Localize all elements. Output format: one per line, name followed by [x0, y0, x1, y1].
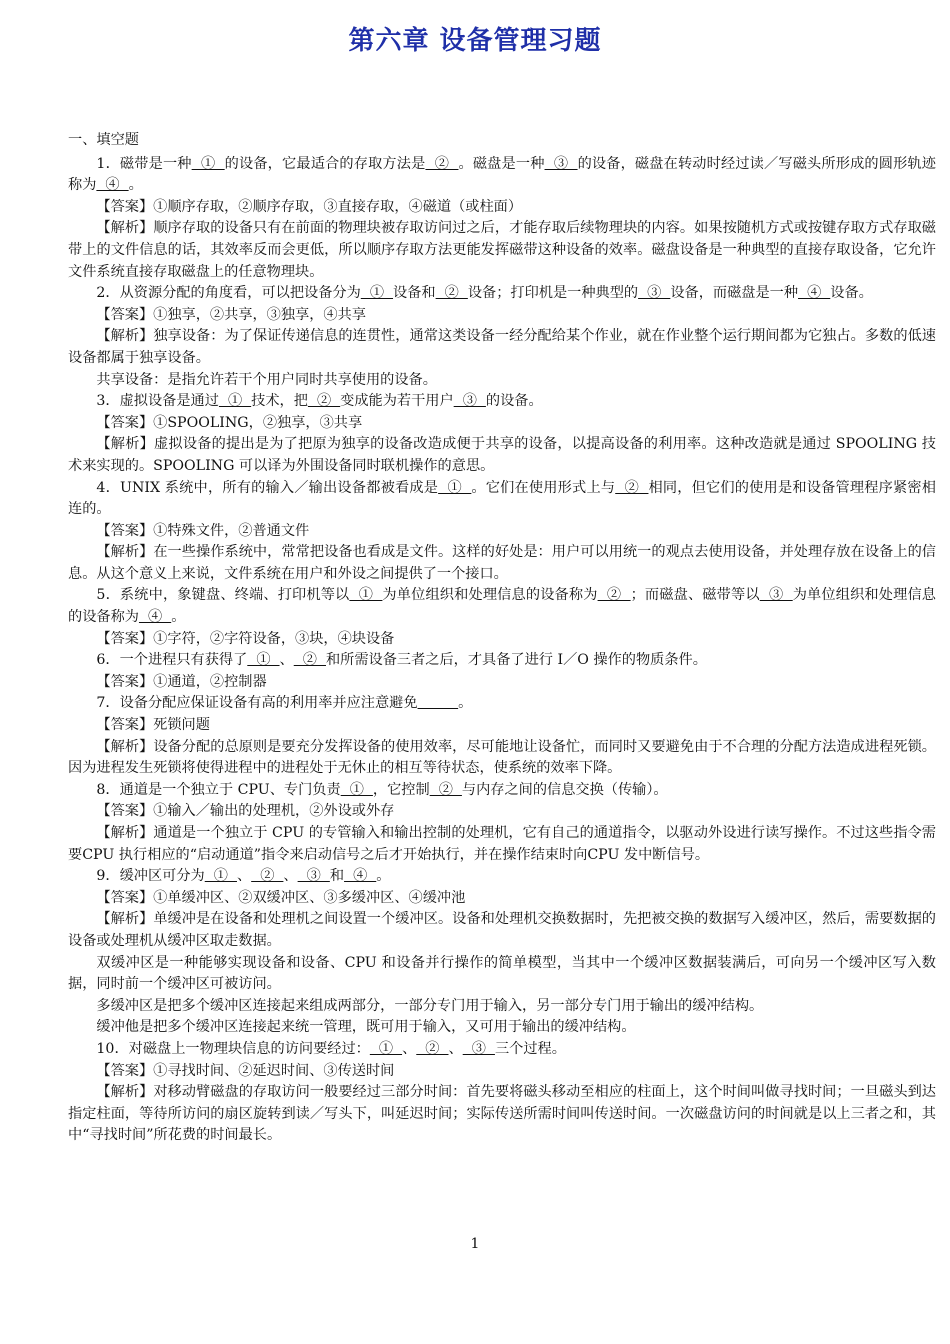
blank-1: ① — [438, 479, 472, 496]
explanation-9: 【解析】单缓冲是在设备和处理机之间设置一个缓冲区。设备和处理机交换数据时，先把被交换的数据写入缓冲区，然后，需要数据的设备或处理机从缓冲区取走数据。 — [68, 911, 936, 949]
question-2 — [68, 283, 936, 305]
question-text: 、 — [402, 1040, 417, 1057]
question-text: 三个过程。 — [494, 1040, 566, 1057]
question-text: 为单位组织和处理信息的设备称为 — [382, 587, 598, 604]
question-4 — [68, 478, 936, 521]
question-text: 10．对磁盘上一物理块信息的访问要经过： — [96, 1040, 370, 1057]
blank-1: ① — [340, 781, 373, 798]
answer-5: 【答案】①字符，②字符设备，③块，④块设备 — [96, 630, 395, 647]
explanation-9c: 多缓冲区是把多个缓冲区连接起来组成两部分，一部分专门用于输入，另一部分专门用于输出的缓冲结构。 — [96, 997, 764, 1014]
question-text: 技术，把 — [251, 393, 308, 410]
question-text: ，它控制 — [372, 781, 430, 798]
blank-1: ① — [360, 285, 394, 302]
question-text: 5．系统中，象键盘、终端、打印机等以 — [96, 587, 350, 604]
blank-2: ② — [251, 868, 284, 885]
answer-9: 【答案】①单缓冲区、②双缓冲区、③多缓冲区、④缓冲池 — [96, 889, 466, 906]
question-text: 4．UNIX 系统中，所有的输入／输出设备都被看成是 — [96, 479, 439, 496]
question-text: 。 — [376, 868, 391, 885]
question-text: 设备；打印机是一种典型的 — [467, 285, 639, 302]
blank-1 — [418, 695, 459, 711]
answer-8: 【答案】①输入／输出的处理机，②外设或外存 — [96, 803, 395, 820]
blank-2: ② — [429, 781, 462, 798]
explanation-9d: 缓冲他是把多个缓冲区连接起来统一管理，既可用于输入，又可用于输出的缓冲结构。 — [96, 1019, 636, 1036]
question-text: 9．缓冲区可分为 — [96, 868, 205, 885]
question-7 — [68, 693, 936, 715]
answer-4: 【答案】①特殊文件，②普通文件 — [96, 522, 310, 539]
page-number: 1 — [470, 1236, 480, 1252]
explanation-2: 【解析】独享设备：为了保证传递信息的连贯性，通常这类设备一经分配给某个作业，就在作业整个运行期间都为它独占。多数的低速设备都属于独享设备。 — [68, 328, 936, 366]
question-text: 的设备，它最适合的存取方法是 — [224, 155, 426, 172]
question-text: 的设备。 — [485, 393, 543, 410]
blank-3: ③ — [638, 285, 671, 302]
blank-2: ② — [425, 155, 459, 172]
question-text: 。 — [128, 177, 143, 194]
answer-7: 【答案】死锁问题 — [96, 717, 210, 734]
answer-6: 【答案】①通道，②控制器 — [96, 673, 267, 690]
blank-1: ① — [349, 587, 383, 604]
blank-1: ① — [218, 393, 252, 410]
blank-3: ③ — [759, 587, 793, 604]
question-9 — [68, 866, 936, 888]
question-3 — [68, 391, 936, 413]
question-text: 、 — [448, 1040, 463, 1057]
explanation-8: 【解析】通道是一个独立于 CPU 的专管输入和输出控制的处理机，它有自己的通道指令，以驱动外设进行读写操作。不过这些指令需要CPU 执行相应的“启动通道”指令来启动信号之后才开始执行，并在操作结束时向CPU 发中断信号。 — [68, 825, 936, 863]
answer-1: 【答案】①顺序存取，②顺序存取，③直接存取，④磁道（或柱面） — [96, 198, 523, 215]
question-text: 设备和 — [393, 285, 436, 302]
question-text: 1．磁带是一种 — [96, 155, 192, 172]
explanation-2b: 共享设备：是指允许若干个用户同时共享使用的设备。 — [96, 371, 437, 388]
blank-4: ④ — [344, 868, 377, 885]
question-text: 。 — [171, 609, 186, 626]
blank-4: ④ — [798, 285, 831, 302]
answer-3: 【答案】①SPOOLING，②独享，③共享 — [96, 414, 363, 431]
question-text: 。它们在使用形式上与 — [471, 479, 616, 496]
blank-1: ① — [191, 155, 225, 172]
explanation-9b: 双缓冲区是一种能够实现设备和设备、CPU 和设备并行操作的简单模型，当其中一个缓冲区数据装满后，可向另一个缓冲区写入数据，同时前一个缓冲区可被访问。 — [68, 954, 936, 993]
question-text: 、 — [279, 652, 294, 669]
blank-2: ② — [307, 393, 341, 410]
explanation-4: 【解析】在一些操作系统中，常常把设备也看成是文件。这样的好处是：用户可以用统一的观点去使用设备，并处理存放在设备上的信息。从这个意义上来说，文件系统在用户和外设之间提供了一个接口。 — [68, 544, 936, 582]
question-text: 。磁盘是一种 — [458, 155, 545, 172]
question-text: ；而磁盘、磁带等以 — [630, 587, 760, 604]
blank-2: ② — [293, 652, 326, 669]
blank-2: ② — [615, 479, 649, 496]
blank-3: ③ — [297, 868, 330, 885]
question-text: 7．设备分配应保证设备有高的利用率并应注意避免 — [96, 695, 418, 712]
question-text: 的设备，磁盘在转动时经过读／写磁头所形成的圆形轨迹称为 — [68, 155, 936, 194]
blank-3: ③ — [462, 1040, 495, 1057]
question-10 — [68, 1039, 936, 1061]
blank-3: ③ — [453, 393, 486, 410]
section-heading: 一、填空题 — [68, 132, 139, 148]
blank-1: ① — [204, 868, 237, 885]
question-text: 。 — [458, 695, 473, 712]
question-text: 6．一个进程只有获得了 — [96, 652, 248, 669]
explanation-3: 【解析】虚拟设备的提出是为了把原为独享的设备改造成便于共享的设备，以提高设备的利用率。这种改造就是通过 SPOOLING 技术来实现的。SPOOLING 可以译为外围设备同时联机操作的意思。 — [68, 436, 936, 474]
question-text: 8．通道是一个独立于 CPU、专门负责 — [96, 781, 341, 798]
explanation-10: 【解析】对移动臂磁盘的存取访问一般要经过三部分时间：首先要将磁头移动至相应的柱面上，这个时间叫做寻找时间；一旦磁头到达指定柱面，等待所访问的扇区旋转到读／写头下，叫延迟时间；实际传送所需时间叫传送时间。一次磁盘访问的时间就是以上三者之和，其中“寻找时间”所花费的时间最长。 — [68, 1084, 936, 1144]
question-text: 变成能为若干用户 — [340, 393, 454, 410]
question-1 — [68, 154, 936, 197]
question-text: 为单位组织和处理信息的设备称为 — [68, 587, 936, 626]
question-text: 、 — [236, 868, 252, 885]
document-body — [68, 130, 936, 1147]
question-text: 和所需设备三者之后，才具备了进行 I／O 操作的物质条件。 — [325, 652, 707, 669]
question-text: 2．从资源分配的角度看，可以把设备分为 — [96, 285, 361, 302]
question-8 — [68, 780, 936, 802]
blank-2: ② — [435, 285, 468, 302]
answer-2: 【答案】①独享，②共享，③独享，④共享 — [96, 306, 366, 323]
question-text: 设备，而磁盘是一种 — [670, 285, 799, 302]
question-text: 相同，但它们的使用是和设备管理程序紧密相连的。 — [68, 479, 936, 518]
answer-10: 【答案】①寻找时间、②延迟时间、③传送时间 — [96, 1062, 395, 1079]
blank-2: ② — [597, 587, 631, 604]
question-text: 与内存之间的信息交换（传输）。 — [461, 781, 668, 798]
page-title: 第六章 设备管理习题 — [348, 26, 602, 56]
explanation-7: 【解析】设备分配的总原则是要充分发挥设备的使用效率，尽可能地让设备忙，而同时又要避免由于不合理的分配方法造成进程死锁。因为进程发生死锁将使得进程中的进程处于无休止的相互等待状态，使系统的效率下降。 — [68, 738, 936, 777]
explanation-1: 【解析】顺序存取的设备只有在前面的物理块被存取访问过之后，才能存取后续物理块的内容。如果按随机方式或按键存取方式存取磁带上的文件信息的话，其效率反而会更低，所以顺序存取方法更能发挥磁带这种设备的效率。磁盘设备是一种典型的直接存取设备，它允许文件系统直接存取磁盘上的任意物理块。 — [68, 220, 936, 280]
blank-2: ② — [416, 1040, 449, 1057]
blank-4: ④ — [138, 609, 172, 626]
question-6 — [68, 650, 936, 672]
question-text: 3．虚拟设备是通过 — [96, 393, 219, 410]
blank-1: ① — [247, 652, 280, 669]
question-5 — [68, 585, 936, 628]
blank-4: ④ — [96, 177, 129, 194]
blank-3: ③ — [544, 155, 578, 172]
question-text: 和 — [329, 868, 345, 885]
question-text: 、 — [283, 868, 298, 885]
question-text: 设备。 — [830, 285, 873, 302]
blank-1: ① — [369, 1040, 403, 1057]
